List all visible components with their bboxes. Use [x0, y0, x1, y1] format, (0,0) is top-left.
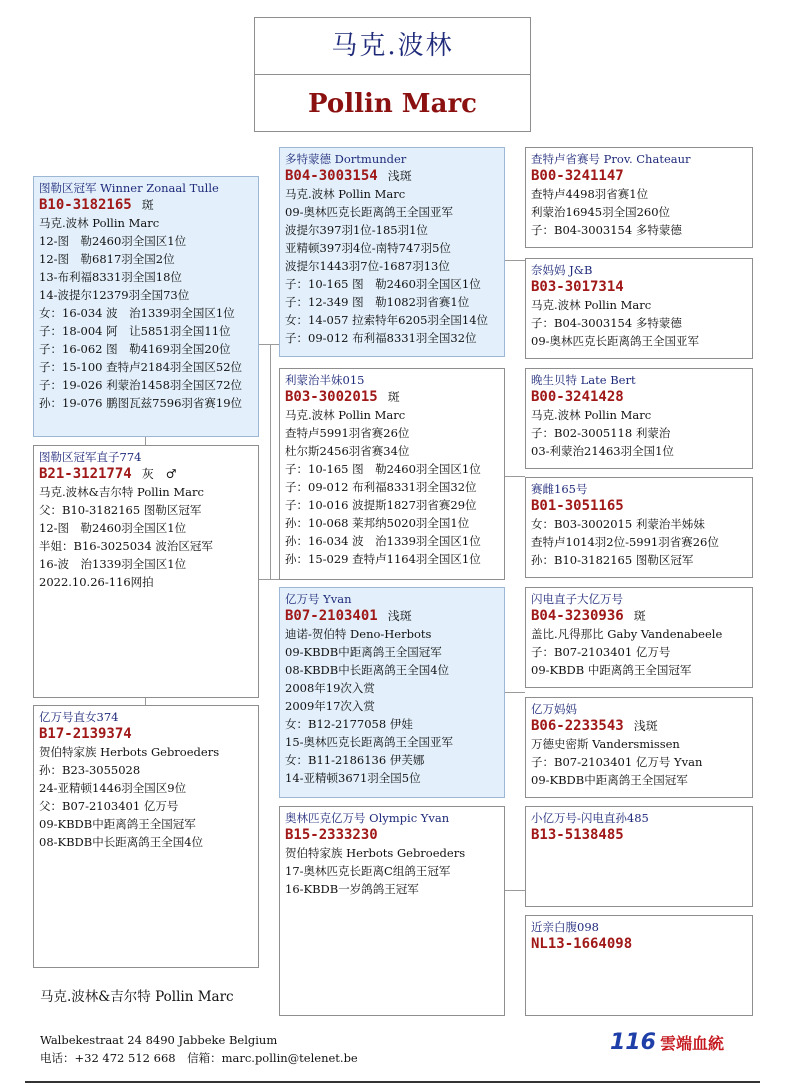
- record-line: 子：B02-3005118 利蒙治: [531, 426, 671, 440]
- card-title: 小亿万号-闪电直孙485: [531, 811, 649, 825]
- record-line: 盖比.凡得那比 Gaby Vandenabeele: [531, 627, 723, 641]
- ring-number: B06-2233543 浅斑: [531, 718, 658, 734]
- brand-text: 雲端血統: [659, 1034, 724, 1053]
- record-line: 孙：15-029 查特卢1164羽全国区1位: [285, 552, 481, 566]
- ring-number: B00-3241428: [531, 389, 624, 405]
- ring-number: B10-3182165 斑: [39, 197, 154, 213]
- color-label: 斑: [633, 609, 646, 623]
- connector-line: [258, 344, 280, 345]
- card-lines: [531, 625, 747, 679]
- record-line: 2008年19次入赏: [285, 681, 375, 695]
- sire-dam-card: [525, 258, 753, 359]
- owner-name-cn: 马克.波林: [255, 18, 530, 75]
- record-line: 12-图 勒2460羽全国区1位: [39, 521, 187, 535]
- record-line: 查特卢4498羽省赛1位: [531, 187, 649, 201]
- sibling-card-774: [33, 445, 259, 698]
- owner-signature: 马克.波林&吉尔特 Pollin Marc: [40, 989, 234, 1005]
- sire-card: [279, 147, 505, 357]
- record-line: 09-KBDB中距离鸽王全国冠军: [531, 773, 688, 787]
- card-lines: [39, 214, 253, 412]
- record-line: 14-亚精顿3671羽全国5位: [285, 771, 421, 785]
- connector-line: [145, 697, 146, 705]
- record-line: 2009年17次入赏: [285, 699, 375, 713]
- subject-pigeon-card: [33, 176, 259, 437]
- card-title: 图勒区冠军直子774: [39, 450, 142, 464]
- ring-number: B13-5138485: [531, 827, 624, 843]
- record-line: 马克.波林 Pollin Marc: [285, 187, 406, 201]
- color-label: 浅斑: [633, 719, 658, 733]
- record-line: 女：16-034 波 治1339羽全国区1位: [39, 306, 235, 320]
- record-line: 子：10-165 图 勒2460羽全国区1位: [285, 277, 481, 291]
- card-lines: [531, 406, 747, 460]
- card-title: 奈妈妈 J&B: [531, 263, 593, 277]
- address: Walbekestraat 24 8490 Jabbeke Belgium: [40, 1033, 278, 1047]
- connector-line: [505, 260, 525, 261]
- card-lines: [531, 515, 747, 569]
- olympic-yvan-sire-card: [525, 806, 753, 907]
- ring-number: B01-3051165: [531, 498, 624, 514]
- ring-number: B04-3003154 浅斑: [285, 168, 412, 184]
- record-line: 子：09-012 布利福8331羽全国32位: [285, 331, 477, 345]
- record-line: 孙：B10-3182165 图勒区冠军: [531, 553, 694, 567]
- ring-number: B17-2139374: [39, 726, 132, 742]
- record-line: 09-KBDB中距离鸽王全国冠军: [285, 645, 442, 659]
- color-label: 斑: [141, 198, 154, 212]
- footer-divider: [25, 1081, 760, 1083]
- record-line: 子：12-349 图 勒1082羽省赛1位: [285, 295, 470, 309]
- record-line: 马克.波林 Pollin Marc: [531, 408, 652, 422]
- connector-line: [505, 692, 525, 693]
- record-line: 子：09-012 布利福8331羽全国32位: [285, 480, 477, 494]
- brand-logo: [610, 1030, 724, 1055]
- card-lines: [285, 625, 499, 787]
- connector-line: [145, 437, 146, 445]
- record-line: 子：B04-3003154 多特蒙德: [531, 223, 682, 237]
- record-line: 波提尔397羽1位-185羽1位: [285, 223, 428, 237]
- dam-dam-card: [525, 477, 753, 578]
- connector-line: [505, 476, 525, 477]
- record-line: 子：10-016 波提斯1827羽省赛29位: [285, 498, 477, 512]
- record-line: 父：B07-2103401 亿万号: [39, 799, 179, 813]
- record-line: 16-波 治1339羽全国区1位: [39, 557, 187, 571]
- record-line: 13-布利福8331羽全国18位: [39, 270, 182, 284]
- record-line: 子：B04-3003154 多特蒙德: [531, 316, 682, 330]
- brand-number: 116: [610, 1030, 656, 1055]
- record-line: 父：B10-3182165 图勒区冠军: [39, 503, 202, 517]
- ring-number: B15-2333230: [285, 827, 378, 843]
- card-title: 查特卢省赛号 Prov. Chateaur: [531, 152, 691, 166]
- record-line: 12-图 勒6817羽全国2位: [39, 252, 175, 266]
- record-line: 女：B11-2186136 伊芙娜: [285, 753, 425, 767]
- pedigree-header: [254, 17, 531, 132]
- record-line: 女：14-057 拉索特年6205羽全国14位: [285, 313, 489, 327]
- ring-number: B04-3230936 斑: [531, 608, 646, 624]
- record-line: 半姐：B16-3025034 波治区冠军: [39, 539, 213, 553]
- ring-number: B03-3002015 斑: [285, 389, 400, 405]
- phone-email: 电话：+32 472 512 668 信箱：marc.pollin@telenet.be: [40, 1051, 358, 1065]
- record-line: 孙：B23-3055028: [39, 763, 141, 777]
- record-line: 12-图 勒2460羽全国区1位: [39, 234, 187, 248]
- sibling-card-374: [33, 705, 259, 968]
- record-line: 马克.波林&吉尔特 Pollin Marc: [39, 485, 204, 499]
- record-line: 子：B07-2103401 亿万号 Yvan: [531, 755, 703, 769]
- card-lines: [285, 844, 499, 898]
- card-title: 亿万号直女374: [39, 710, 119, 724]
- connector-line: [270, 344, 271, 580]
- color-label: 浅斑: [387, 169, 412, 183]
- card-lines: [531, 735, 747, 789]
- card-lines: [531, 185, 747, 239]
- record-line: 杜尔斯2456羽省赛34位: [285, 444, 410, 458]
- record-line: 16-KBDB一岁鸽鸽王冠军: [285, 882, 419, 896]
- owner-name-en: Pollin Marc: [308, 89, 477, 119]
- color-label: 浅斑: [387, 609, 412, 623]
- card-title: 晚生贝特 Late Bert: [531, 373, 636, 387]
- record-line: 17-奥林匹克长距离C组鸽王冠军: [285, 864, 451, 878]
- record-line: 迪诺-贺伯特 Deno-Herbots: [285, 627, 432, 641]
- record-line: 马克.波林 Pollin Marc: [39, 216, 160, 230]
- record-line: 孙：10-068 莱邦纳5020羽全国1位: [285, 516, 470, 530]
- card-lines: [531, 296, 747, 350]
- record-line: 子：18-004 阿 让5851羽全国11位: [39, 324, 231, 338]
- card-lines: [285, 185, 499, 347]
- sib2-sire-card: [279, 587, 505, 798]
- record-line: 子：B07-2103401 亿万号: [531, 645, 671, 659]
- record-line: 24-亚精顿1446羽全国区9位: [39, 781, 187, 795]
- record-line: 2022.10.26-116网拍: [39, 575, 154, 589]
- record-line: 09-KBDB中距离鸽王全国冠军: [39, 817, 196, 831]
- card-lines: [285, 406, 499, 568]
- ring-number: B21-3121774 灰 ♂: [39, 466, 177, 482]
- card-lines: [39, 743, 253, 851]
- record-line: 子：19-026 利蒙治1458羽全国区72位: [39, 378, 243, 392]
- record-line: 孙：16-034 波 治1339羽全国区1位: [285, 534, 481, 548]
- record-line: 15-奥林匹克长距离鸽王全国亚军: [285, 735, 454, 749]
- record-line: 万德史密斯 Vandersmissen: [531, 737, 680, 751]
- record-line: 子：15-100 查特卢2184羽全国区52位: [39, 360, 243, 374]
- card-title: 图勒区冠军 Winner Zonaal Tulle: [39, 181, 219, 195]
- record-line: 08-KBDB中长距离鸽王全国4位: [285, 663, 450, 677]
- connector-line: [505, 890, 525, 891]
- record-line: 孙：19-076 鹏图瓦兹7596羽省赛19位: [39, 396, 243, 410]
- record-line: 女：B03-3002015 利蒙治半姊妹: [531, 517, 705, 531]
- record-line: 查特卢1014羽2位-5991羽省赛26位: [531, 535, 719, 549]
- color-label: 灰 ♂: [141, 467, 177, 481]
- color-label: 斑: [387, 390, 400, 404]
- card-title: 赛雌165号: [531, 482, 588, 496]
- record-line: 波提尔1443羽7位-1687羽13位: [285, 259, 450, 273]
- card-title: 闪电直子大亿万号: [531, 592, 623, 606]
- card-title: 多特蒙德 Dortmunder: [285, 152, 407, 166]
- record-line: 03-利蒙治21463羽全国1位: [531, 444, 674, 458]
- record-line: 09-奥林匹克长距离鸽王全国亚军: [531, 334, 700, 348]
- record-line: 利蒙治16945羽全国260位: [531, 205, 671, 219]
- record-line: 子：16-062 图 勒4169羽全国20位: [39, 342, 231, 356]
- record-line: 子：10-165 图 勒2460羽全国区1位: [285, 462, 481, 476]
- record-line: 女：B12-2177058 伊娃: [285, 717, 413, 731]
- card-title: 利蒙治半妹015: [285, 373, 365, 387]
- sib2-dam-card: [279, 806, 505, 1016]
- record-line: 09-奥林匹克长距离鸽王全国亚军: [285, 205, 454, 219]
- ring-number: B07-2103401 浅斑: [285, 608, 412, 624]
- ring-number: B00-3241147: [531, 168, 624, 184]
- record-line: 08-KBDB中长距离鸽王全国4位: [39, 835, 204, 849]
- record-line: 马克.波林 Pollin Marc: [531, 298, 652, 312]
- ring-number: NL13-1664098: [531, 936, 633, 952]
- record-line: 贺伯特家族 Herbots Gebroeders: [285, 846, 466, 860]
- record-line: 09-KBDB 中距离鸽王全国冠军: [531, 663, 692, 677]
- record-line: 14-波提尔12379羽全国73位: [39, 288, 190, 302]
- card-title: 亿万妈妈: [531, 702, 577, 716]
- record-line: 亚精顿397羽4位-南特747羽5位: [285, 241, 451, 255]
- record-line: 查特卢5991羽省赛26位: [285, 426, 410, 440]
- card-title: 亿万号 Yvan: [285, 592, 352, 606]
- card-lines: [39, 483, 253, 591]
- dam-sire-card: [525, 368, 753, 469]
- dam-card: [279, 368, 505, 580]
- record-line: 贺伯特家族 Herbots Gebroeders: [39, 745, 220, 759]
- sire-sire-card: [525, 147, 753, 248]
- olympic-yvan-dam-card: [525, 915, 753, 1016]
- yvan-sire-card: [525, 587, 753, 688]
- contact-block: [40, 1031, 358, 1067]
- record-line: 马克.波林 Pollin Marc: [285, 408, 406, 422]
- card-title: 近亲白腹098: [531, 920, 599, 934]
- ring-number: B03-3017314: [531, 279, 624, 295]
- yvan-dam-card: [525, 697, 753, 798]
- card-title: 奥林匹克亿万号 Olympic Yvan: [285, 811, 450, 825]
- connector-line: [258, 579, 280, 580]
